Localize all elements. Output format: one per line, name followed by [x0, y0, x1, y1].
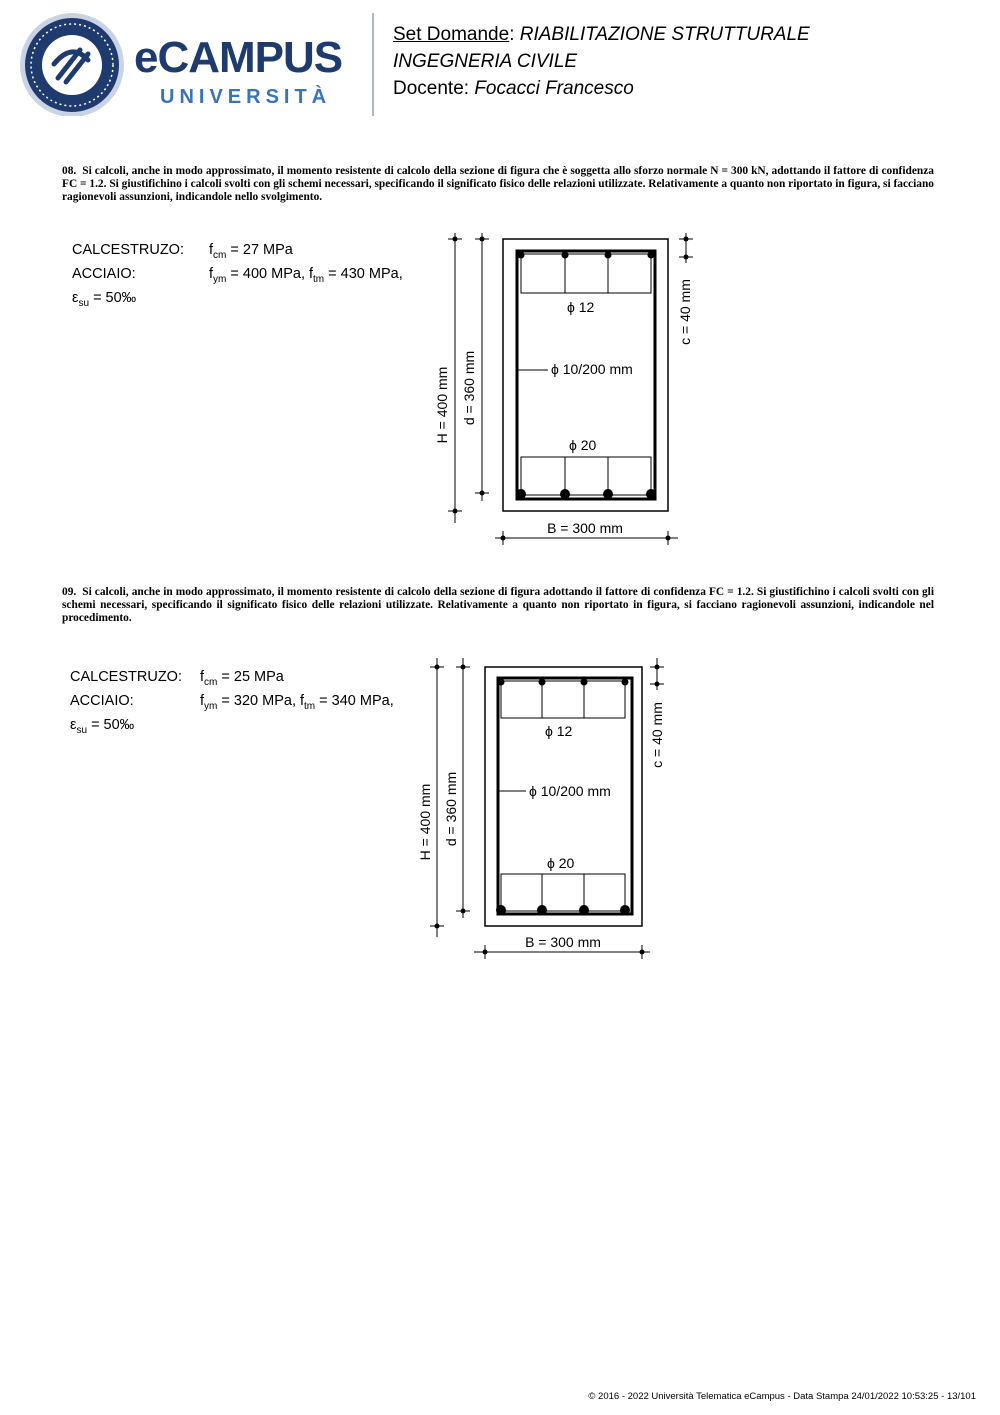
bottom-rebar-dot — [560, 489, 570, 499]
top-rebar-dot — [622, 679, 629, 686]
stirrups-label: ϕ 10/200 mm — [529, 783, 611, 799]
top-rebar-dot — [581, 679, 588, 686]
header-divider — [372, 13, 374, 116]
top-bars-label: ϕ 12 — [567, 299, 595, 315]
question-09-section-figure — [410, 650, 710, 970]
page-footer: © 2016 - 2022 Università Telematica eCampus - Data Stampa 24/01/2022 10:53:25 - 13/101 — [588, 1391, 976, 1402]
set-label: Set Domande — [393, 24, 510, 45]
top-rebar-dot — [648, 252, 655, 259]
cover-label: c = 40 mm — [649, 702, 665, 768]
question-08-section-figure — [420, 225, 720, 555]
bottom-rebar-dot — [516, 489, 526, 499]
ftm-value: = 340 MPa, — [319, 692, 394, 709]
bottom-bars-label: ϕ 20 — [547, 855, 575, 871]
bottom-rebar-dot — [496, 905, 506, 915]
course-title: RIABILITAZIONE STRUTTURALE — [519, 24, 810, 45]
depth-label: d = 360 mm — [461, 350, 477, 426]
cover-label: c = 40 mm — [677, 279, 693, 345]
set-separator: : — [509, 24, 520, 45]
height-label: H = 400 mm — [417, 783, 433, 861]
question-08-text — [62, 165, 934, 204]
bottom-rebar-dot — [579, 905, 589, 915]
bottom-rebar-dot — [537, 905, 547, 915]
esu-value: = 50‰ — [91, 716, 135, 733]
bottom-rebar-dot — [620, 905, 630, 915]
question-08-body: Si calcoli, anche in modo approssimato, il momento resistente di calcolo della sezione di figura che è soggetta allo sforzo normale N = 300 kN, adottando il fattore di confidenza FC = 1.2. Si giustifichino i calcoli svolti con gli schemi necessari, specificando il significato fisico delle relazioni utilizzate. Relativamente a quanto non riportato in figura, si facciano ragionevoli assunzioni, indicandole nello svolgimento. — [62, 165, 934, 203]
top-rebar-dot — [605, 252, 612, 259]
ftm-value: = 430 MPa, — [328, 265, 403, 282]
top-rebar-dot — [498, 679, 505, 686]
header-subtitle-line — [393, 48, 577, 75]
question-09-body: Si calcoli, anche in modo approssimato, il momento resistente di calcolo della sezione di figura adottando il fattore di confidenza FC = 1.2. Si giustifichino i calcoli svolti con gli schemi necessari, specificando il significato fisico delle relazioni utilizzate. Relativamente a quanto non riportato in figura, si facciano ragionevoli assunzioni, indicandole nel procedimento. — [62, 586, 934, 624]
steel-label: ACCIAIO: — [70, 692, 134, 709]
bottom-bars-label: ϕ 20 — [569, 437, 597, 453]
question-08-number: 08. — [62, 165, 77, 177]
question-09-materials: CALCESTRUZO: $f_{cm} = 25$ MPa ACCIAIO: $f_{ym} = 320$ MPa, $f_{tm} = 340$ MPa, $\varepsilon_{su}$ = 50‰ — [70, 669, 394, 736]
question-09-text — [62, 586, 934, 625]
depth-label: d = 360 mm — [443, 771, 459, 847]
header-teacher-line — [393, 75, 634, 102]
top-bars-label: ϕ 12 — [545, 723, 573, 739]
height-label: H = 400 mm — [434, 366, 450, 444]
teacher-label: Docente: — [393, 78, 475, 99]
steel-label: ACCIAIO: — [72, 265, 136, 282]
width-label: B = 300 mm — [547, 520, 623, 536]
concrete-label: CALCESTRUZO: — [70, 669, 182, 685]
bottom-rebar-dot — [646, 489, 656, 499]
fcm-value: = 25 MPa — [221, 669, 284, 685]
stirrups-label: ϕ 10/200 mm — [551, 361, 633, 377]
logo-wordmark: eCAMPUS — [134, 33, 343, 82]
question-09-number: 09. — [62, 586, 77, 598]
esu-value: = 50‰ — [93, 289, 137, 306]
top-rebar-dot — [562, 252, 569, 259]
top-rebar-dot — [518, 252, 525, 259]
width-label: B = 300 mm — [525, 934, 601, 950]
top-rebar-dot — [539, 679, 546, 686]
fcm-value: = 27 MPa — [230, 242, 293, 258]
fym-value: = 400 MPa, — [230, 265, 305, 282]
logo-subtitle: UNIVERSITÀ — [160, 86, 332, 108]
course-subtitle: INGEGNERIA CIVILE — [393, 51, 578, 72]
header-title-line — [393, 21, 810, 48]
teacher-name: Focacci Francesco — [474, 78, 634, 99]
fym-value: = 320 MPa, — [221, 692, 296, 709]
logo — [14, 12, 364, 116]
question-08-materials: CALCESTRUZO: $f_{cm} = 27$ MPa ACCIAIO: $f_{ym} = 400$ MPa, $f_{tm} = 430$ MPa, $\varepsilon_{su}$ = 50‰ — [72, 242, 403, 309]
bottom-rebar-dot — [603, 489, 613, 499]
concrete-label: CALCESTRUZO: — [72, 242, 184, 258]
